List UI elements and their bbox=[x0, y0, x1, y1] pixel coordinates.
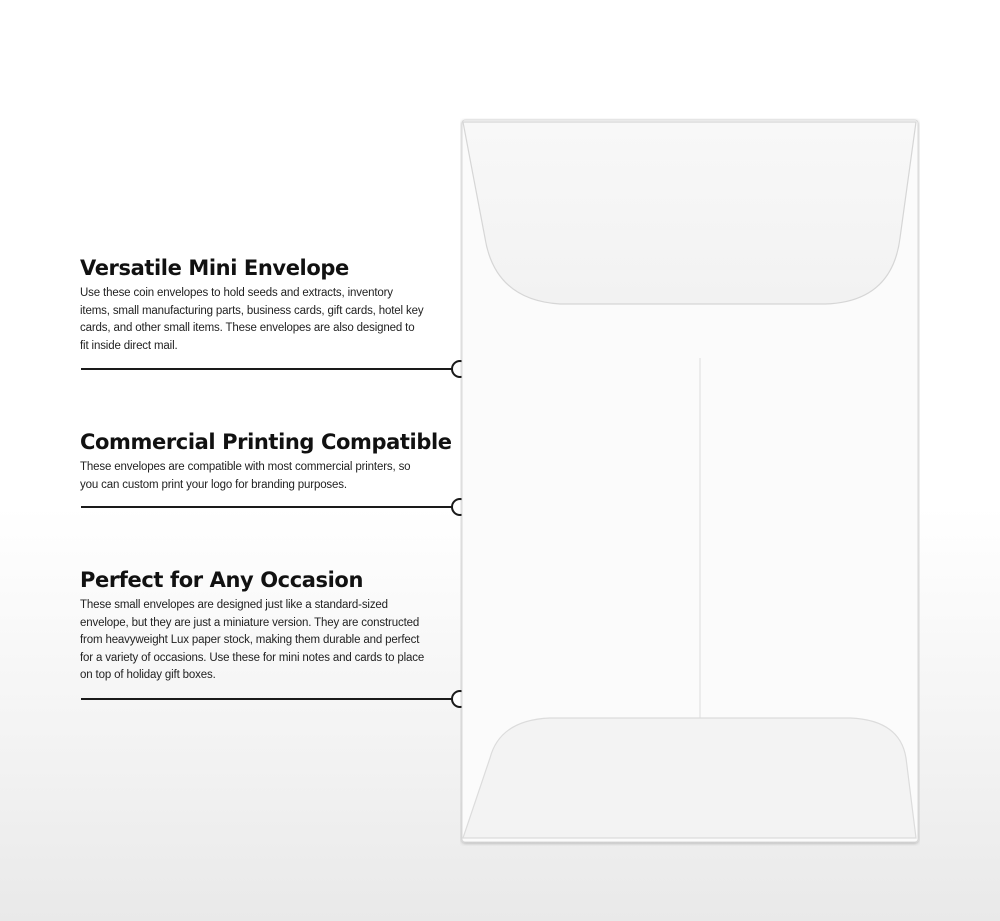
feature-title: Perfect for Any Occasion bbox=[80, 568, 363, 592]
envelope-bottom-flap bbox=[463, 718, 916, 838]
feature-description: Use these coin envelopes to hold seeds and extracts, inventory items, small manufacturing parts, business cards, gift cards, hotel key cards, and other small items. These envelopes are also designed to fit inside direct mail. bbox=[80, 287, 424, 352]
envelope-top-flap bbox=[463, 122, 916, 304]
callout-line bbox=[81, 368, 453, 370]
envelope-illustration bbox=[460, 118, 920, 846]
coin-envelope-image bbox=[460, 118, 920, 846]
feature-title: Commercial Printing Compatible bbox=[80, 430, 452, 454]
callout-line bbox=[81, 506, 453, 508]
feature-description: These envelopes are compatible with most commercial printers, so you can custom print your logo for branding purposes. bbox=[80, 461, 411, 491]
feature-title: Versatile Mini Envelope bbox=[80, 256, 349, 280]
feature-occasion bbox=[80, 567, 470, 685]
feature-printing bbox=[80, 429, 470, 494]
feature-versatile bbox=[80, 255, 470, 355]
callout-connector bbox=[81, 497, 471, 517]
callout-line bbox=[81, 698, 453, 700]
feature-description: These small envelopes are designed just like a standard-sized envelope, but they are just a miniature version. They are constructed from heavyweight Lux paper stock, making them durable and perfect for a variety of occasions. Use these for mini notes and cards to place on top of holiday gift boxes. bbox=[80, 599, 425, 681]
callout-connector bbox=[81, 359, 471, 379]
callout-connector bbox=[81, 689, 471, 709]
